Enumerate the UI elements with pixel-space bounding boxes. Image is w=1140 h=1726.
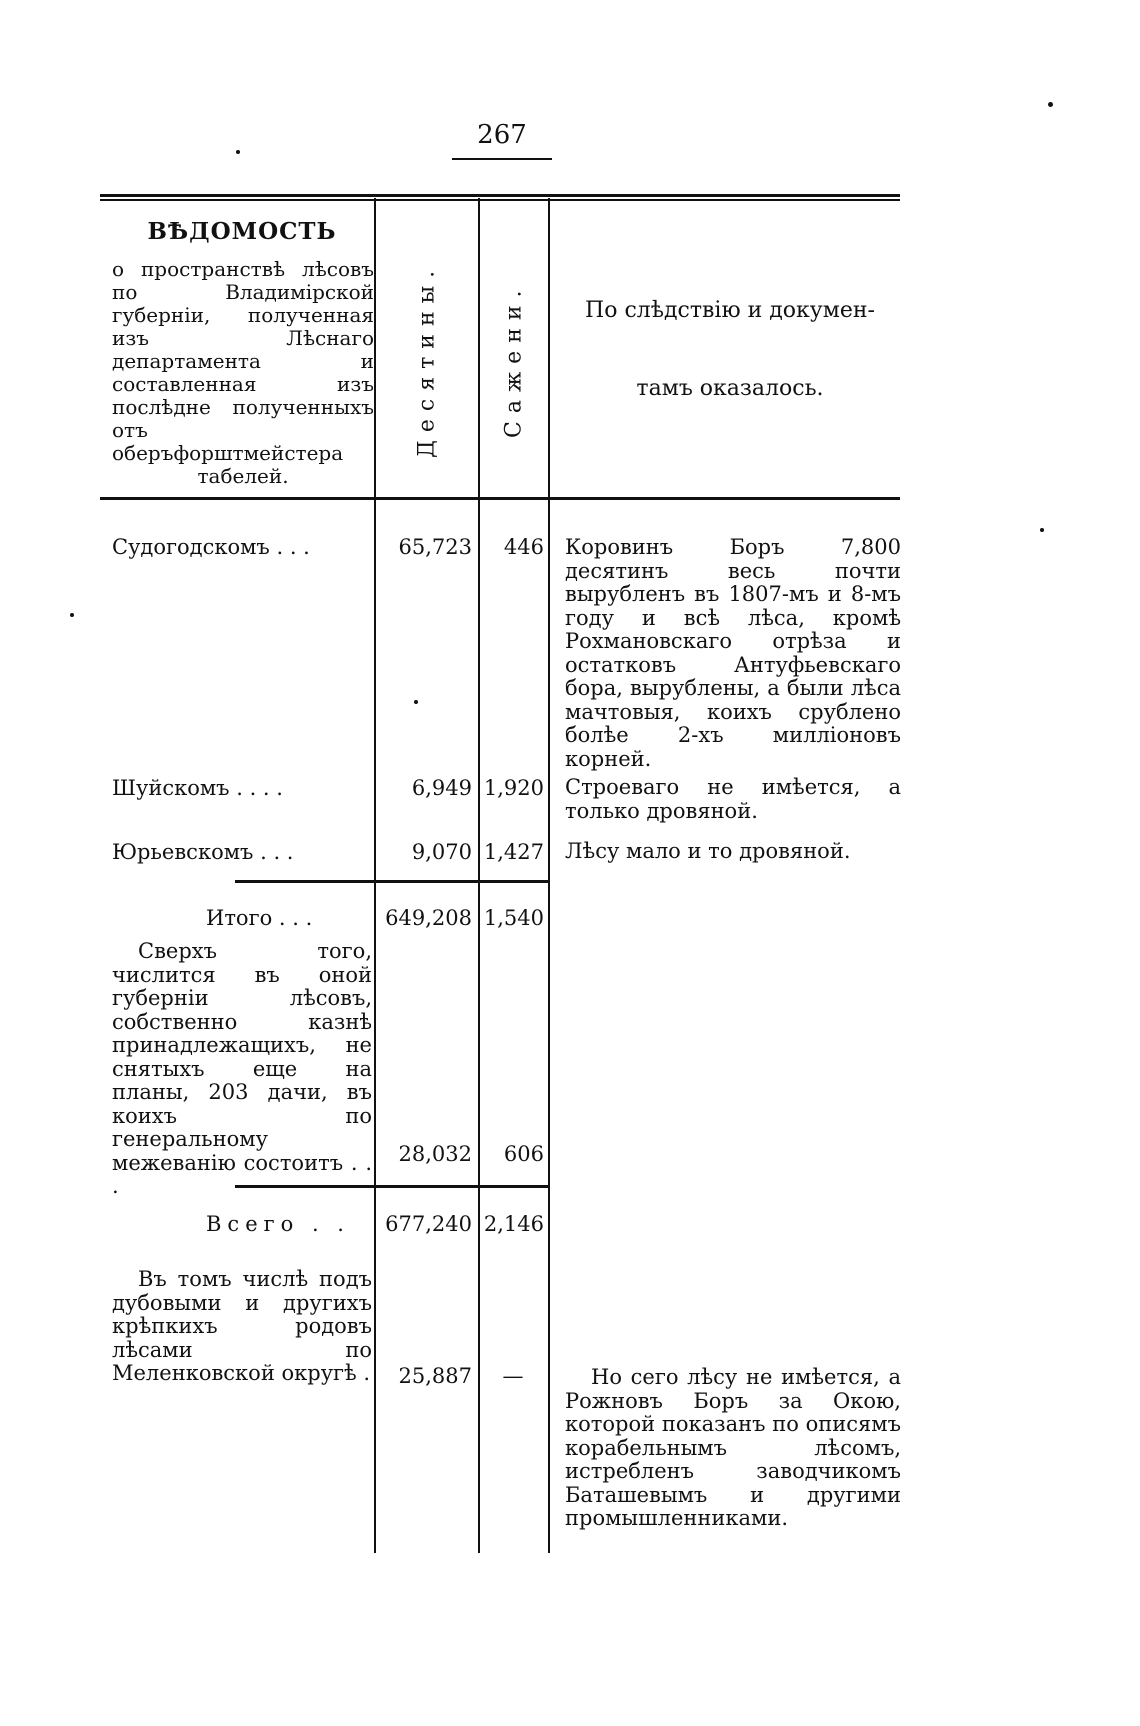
scan-speck [1040, 528, 1044, 532]
row-desyatiny-sudogodsky: 65,723 [398, 535, 472, 559]
table-title: ВѢДОМОСТЬ [147, 218, 337, 245]
vsego-sazheni: 2,146 [483, 1212, 544, 1236]
sverkh-sazheni: 606 [503, 1142, 544, 1166]
sverkh-text: Сверхъ того, числится въ оной губерніи лѣсовъ, собственно казнѣ принадлежащихъ, не снятыхъ еще на планы, 203 дачи, въ коихъ по генеральному межеванію состоитъ . . . [112, 939, 372, 1198]
row-desyatiny-yurievsky: 9,070 [411, 840, 472, 864]
column-divider-3 [548, 198, 550, 1553]
vsego-desyatiny: 677,240 [385, 1212, 472, 1236]
row-desyatiny-shuisky: 6,949 [411, 776, 472, 800]
page-number: 267 [477, 120, 527, 150]
v-tom-sazheni: — [502, 1364, 524, 1388]
scan-speck [236, 150, 240, 154]
table-top-rule [100, 194, 900, 197]
scan-speck [1048, 102, 1053, 107]
row-sazheni-sudogodsky: 446 [503, 535, 544, 559]
itogo-label: Итого . . . [206, 906, 313, 930]
column-header-desyatiny: Десятины. [414, 262, 440, 458]
itogo-desyatiny: 649,208 [385, 906, 472, 930]
itogo-sazheni: 1,540 [483, 906, 544, 930]
column-divider-2 [478, 198, 480, 1553]
row-note-sudogodsky: Коровинъ Боръ 7,800 десятинъ весь почти вырубленъ въ 1807-мъ и 8-мъ году и всѣ лѣса, кромѣ Рохмановскаго отрѣза и остатковъ Антуфьевскаго бора, вырублены, а были лѣса мачтовыя, коихъ срублено болѣе 2-хъ милліоновъ корней. [565, 535, 901, 771]
table-description: о пространствѣ лѣсовъ по Владимірской губерніи, полученная изъ Лѣснаго департамента и составленная изъ послѣдне полученныхъ отъ оберъфорштмейстера табелей. [112, 257, 374, 488]
header-bottom-rule [100, 497, 900, 500]
row-name-shuisky: Шуйскомъ . . . . [112, 776, 283, 800]
vsego-label: Всего . . [206, 1212, 350, 1236]
row-sazheni-yurievsky: 1,427 [483, 840, 544, 864]
column-header-sazheni: Сажени. [501, 282, 527, 438]
notes-header-line2: тамъ оказалось. [636, 376, 824, 401]
table-top-rule-inner [100, 199, 900, 201]
sverkh-desyatiny: 28,032 [398, 1142, 472, 1166]
row-name-sudogodsky: Судогодскомъ . . . [112, 535, 310, 559]
row-sazheni-shuisky: 1,920 [483, 776, 544, 800]
row-name-yurievsky: Юрьевскомъ . . . [112, 840, 294, 864]
row-note-yurievsky: Лѣсу мало и то дровяной. [565, 839, 851, 863]
scan-speck [70, 613, 74, 617]
notes-header-line1: По слѣдствію и докумен- [585, 298, 875, 323]
column-divider-1 [374, 198, 376, 1553]
row-note-shuisky: Строеваго не имѣется, а только дровяной. [565, 775, 901, 823]
v-tom-note: Но сего лѣсу не имѣется, а Рожновъ Боръ за Окою, которой показанъ по описямъ корабельнымъ лѣсомъ, истребленъ заводчикомъ Баташевымъ и другими промышленниками. [565, 1365, 901, 1530]
page-number-rule [452, 158, 552, 160]
scan-speck [414, 700, 418, 704]
v-tom-text: Въ томъ числѣ подъ дубовыми и другихъ крѣпкихъ родовъ лѣсами по Меленковской округѣ . [112, 1267, 372, 1385]
v-tom-desyatiny: 25,887 [398, 1364, 472, 1388]
subtotal-rule [235, 880, 548, 883]
total-rule [235, 1185, 548, 1188]
